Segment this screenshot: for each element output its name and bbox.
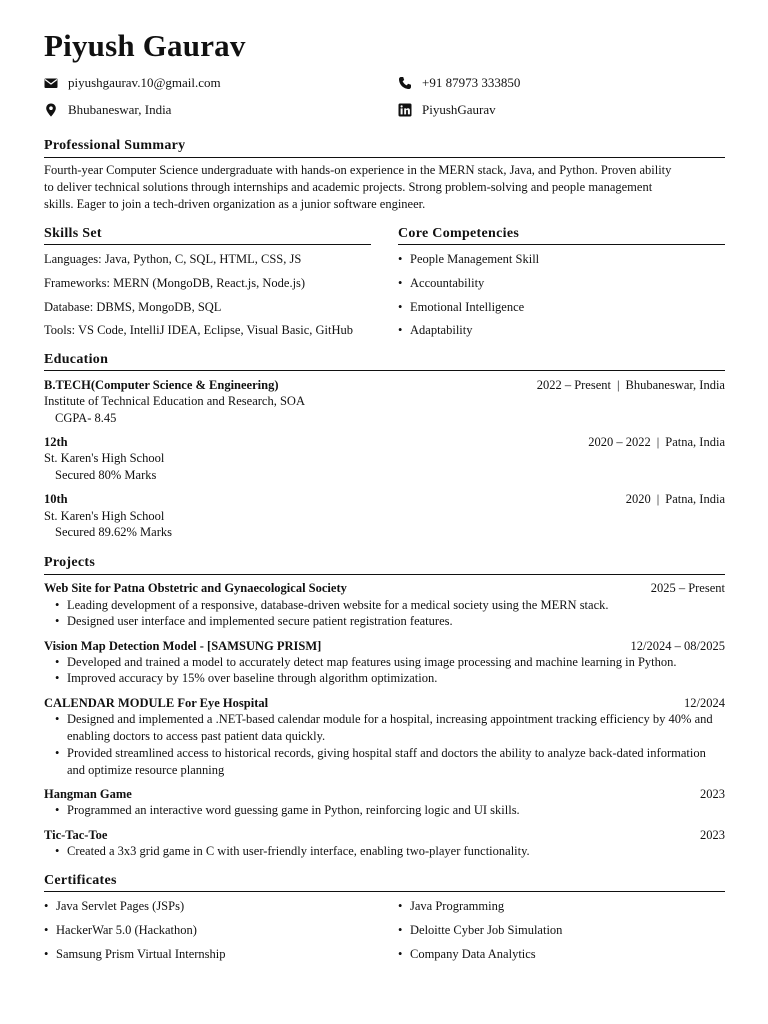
skill-item: Tools: VS Code, IntelliJ IDEA, Eclipse, Visual Basic, GitHub xyxy=(44,323,354,337)
education-detail: Secured 89.62% Marks xyxy=(55,525,172,539)
candidate-name: Piyush Gaurav xyxy=(44,28,246,63)
certificate-item: • Samsung Prism Virtual Internship xyxy=(56,946,226,963)
education-degree: B.TECH(Computer Science & Engineering) xyxy=(44,378,279,392)
project-name: Hangman Game xyxy=(44,787,132,801)
location-text: Bhubaneswar, India xyxy=(68,102,172,117)
section-divider xyxy=(44,370,725,371)
education-school: St. Karen's High School xyxy=(44,451,165,465)
separator: | xyxy=(656,492,660,506)
location-contact xyxy=(44,102,171,118)
project-name: Tic-Tac-Toe xyxy=(44,828,108,842)
project-name: Vision Map Detection Model - [SAMSUNG PRISM] xyxy=(44,639,322,653)
certificate-item: • Company Data Analytics xyxy=(410,946,536,963)
project-bullet: • Designed and implemented a .NET-based calendar module for a hospital, increasing appointment tracking efficiency by 40% and enabling doctors to access past patient data quickly. xyxy=(67,711,725,744)
education-detail: Secured 80% Marks xyxy=(55,468,157,482)
education-dates: 2020 xyxy=(625,492,651,506)
certificate-item: • Java Programming xyxy=(410,898,504,915)
education-place: Bhubaneswar, India xyxy=(625,378,725,392)
education-school: St. Karen's High School xyxy=(44,509,165,523)
section-title-education: Education xyxy=(44,352,109,367)
linkedin-icon xyxy=(398,103,412,117)
summary-line-2: to deliver technical solutions through internships and academic projects. Strong problem-solving and people management xyxy=(44,180,653,194)
phone-icon xyxy=(398,76,412,90)
section-title-certificates: Certificates xyxy=(44,873,117,888)
section-divider xyxy=(44,891,725,892)
summary-line-1: Fourth-year Computer Science undergraduate with hands-on experience in the MERN stack, Java, and Python. Proven ability xyxy=(44,163,672,177)
project-dates: 12/2024 xyxy=(684,696,725,710)
skill-item: Languages: Java, Python, C, SQL, HTML, CSS, JS xyxy=(44,252,302,266)
separator: | xyxy=(617,378,620,392)
project-bullet: • Programmed an interactive word guessing game in Python, reinforcing logic and UI skills. xyxy=(67,802,520,819)
project-bullet: • Improved accuracy by 15% over baseline through algorithm optimization. xyxy=(67,670,437,687)
education-place: Patna, India xyxy=(665,435,725,449)
competency-item: • Adaptability xyxy=(410,322,473,339)
competency-item: • Emotional Intelligence xyxy=(410,299,524,316)
education-date-location xyxy=(626,491,725,508)
skill-item: Database: DBMS, MongoDB, SQL xyxy=(44,300,222,314)
project-dates: 2023 xyxy=(700,787,725,801)
competency-item: • Accountability xyxy=(410,275,484,292)
education-date-location xyxy=(588,434,725,451)
phone-contact[interactable] xyxy=(398,75,520,91)
education-degree: 10th xyxy=(44,492,68,506)
education-place: Patna, India xyxy=(665,492,725,506)
phone-text[interactable]: +91 87973 333850 xyxy=(422,75,521,90)
linkedin-text[interactable]: PiyushGaurav xyxy=(422,102,496,117)
envelope-icon xyxy=(44,76,58,90)
education-dates: 2020 – 2022 xyxy=(588,435,651,449)
section-divider xyxy=(44,244,371,245)
skill-item: Frameworks: MERN (MongoDB, React.js, Node.js) xyxy=(44,276,306,290)
section-divider xyxy=(398,244,725,245)
section-title-competencies: Core Competencies xyxy=(398,226,520,241)
project-dates: 2023 xyxy=(700,828,725,842)
separator: | xyxy=(656,435,660,449)
education-school: Institute of Technical Education and Research, SOA xyxy=(44,394,305,408)
competency-item: • People Management Skill xyxy=(410,251,539,268)
project-bullet: • Designed user interface and implemented secure patient registration features. xyxy=(67,613,453,630)
education-detail: CGPA- 8.45 xyxy=(55,411,117,425)
project-name: CALENDAR MODULE For Eye Hospital xyxy=(44,696,269,710)
project-dates: 12/2024 – 08/2025 xyxy=(630,639,725,653)
project-bullet: • Developed and trained a model to accurately detect map features using image processing and machine learning in Python. xyxy=(67,654,677,671)
section-title-summary: Professional Summary xyxy=(44,138,186,153)
project-bullet: • Provided streamlined access to historical records, giving hospital staff and doctors the ability to analyze back-dated information and optimize resource planning xyxy=(67,745,725,778)
email-text[interactable]: piyushgaurav.10@gmail.com xyxy=(68,75,221,90)
section-divider xyxy=(44,574,725,575)
certificate-item: • Java Servlet Pages (JSPs) xyxy=(56,898,184,915)
linkedin-contact[interactable] xyxy=(398,102,496,118)
map-pin-icon xyxy=(44,103,58,117)
education-degree: 12th xyxy=(44,435,68,449)
email-contact[interactable] xyxy=(44,75,221,91)
certificate-item: • HackerWar 5.0 (Hackathon) xyxy=(56,922,197,939)
section-divider xyxy=(44,157,725,158)
project-bullet: • Leading development of a responsive, database-driven website for a medical society using the MERN stack. xyxy=(67,597,609,614)
section-title-projects: Projects xyxy=(44,555,96,570)
project-dates: 2025 – Present xyxy=(650,581,725,595)
education-date-location xyxy=(537,377,725,394)
summary-line-3: skills. Eager to join a tech-driven organization as a junior software engineer. xyxy=(44,197,426,211)
certificate-item: • Deloitte Cyber Job Simulation xyxy=(410,922,562,939)
project-name: Web Site for Patna Obstetric and Gynaecological Society xyxy=(44,581,347,595)
section-title-skills: Skills Set xyxy=(44,226,102,241)
project-bullet: • Created a 3x3 grid game in C with user-friendly interface, enabling two-player functionality. xyxy=(67,843,530,860)
education-dates: 2022 – Present xyxy=(536,378,611,392)
